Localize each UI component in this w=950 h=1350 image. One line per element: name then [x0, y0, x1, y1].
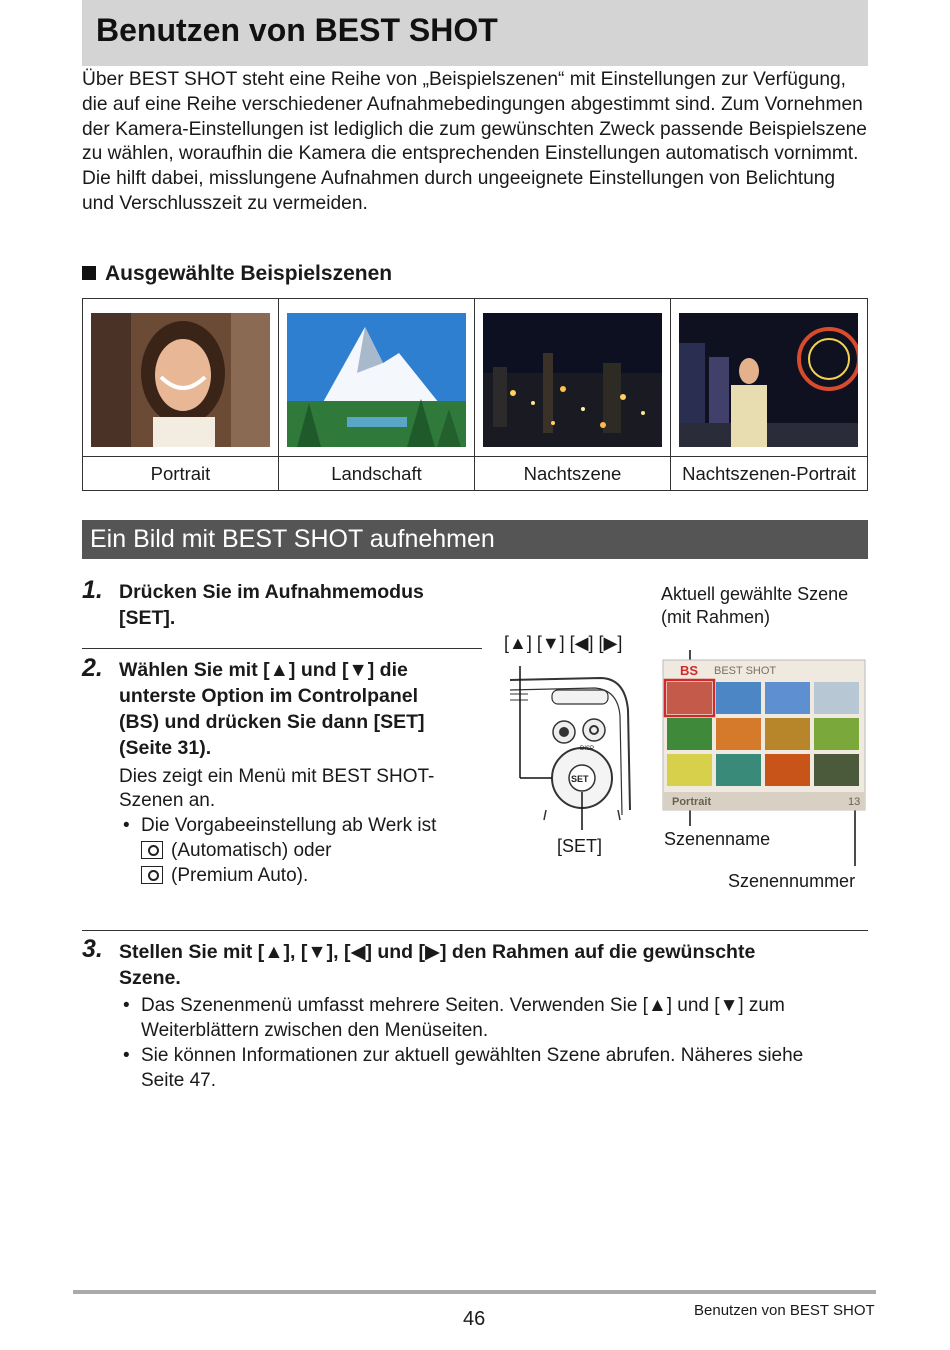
camera-set-text: SET	[571, 774, 589, 784]
scenes-heading	[82, 262, 392, 286]
page-title-bar	[82, 0, 868, 66]
scene-image-night-portrait	[671, 299, 867, 457]
night-scene-photo-icon	[483, 313, 662, 447]
camera-disp-text: DISP	[580, 746, 595, 752]
step-3-bullet-2-line-1: Sie können Informationen zur aktuell gewählten Szene abrufen. Näheres siehe	[141, 1045, 804, 1066]
camera-back-icon	[510, 678, 630, 820]
scene-image-landscape	[279, 299, 475, 457]
scene-image-portrait	[83, 299, 279, 457]
portrait-photo-icon	[91, 313, 270, 447]
step-3-bullet-1-line-1: Das Szenenmenü umfasst mehrere Seiten. Verwenden Sie [▲] und [▼] zum	[141, 995, 785, 1016]
best-shot-screen	[663, 660, 865, 810]
scenes-heading-text: Ausgewählte Beispielszenen	[105, 262, 393, 285]
current-scene-label-2: (mit Rahmen)	[661, 607, 771, 627]
step-2-desc-2: Szenen an.	[119, 790, 216, 811]
section-title: Ein Bild mit BEST SHOT aufnehmen	[90, 525, 495, 553]
step-2-bullet-line-2-row	[141, 839, 332, 864]
step-3-line-1: Stellen Sie mit [▲], [▼], [◀] und [▶] den Rahmen auf die gewünschte	[119, 941, 756, 963]
scene-number-label: Szenennummer	[728, 871, 856, 891]
step-2-number: 2.	[82, 654, 103, 682]
step-3-bullet-1: • Das Szenenmenü umfasst mehrere Seiten. Verwenden Sie [▲] und [▼] zum	[123, 995, 785, 1016]
camera-diagram	[500, 650, 880, 870]
step-2-line-4: (Seite 31).	[119, 737, 212, 759]
scene-label-night: Nachtszene	[475, 457, 671, 491]
step-3-bullet-2: • Sie können Informationen zur aktuell gewählten Szene abrufen. Näheres siehe	[123, 1045, 804, 1066]
step-divider	[82, 648, 482, 649]
section-divider	[82, 930, 868, 931]
step-3-bullet-2-line-2: Seite 47.	[141, 1070, 216, 1091]
night-portrait-photo-icon	[679, 313, 858, 447]
step-2-line-3: (BS) und drücken Sie dann [SET]	[119, 711, 425, 733]
intro-paragraph: Über BEST SHOT steht eine Reihe von „Beispielszenen“ mit Einstellungen zur Verfügung, die auf eine Reihe verschiedener Aufnahmebedingungen abgestimmt sind. Zum Vornehmen der Kamera-Einstellungen ist lediglich die zum gewünschten Zweck passende Beispielszene zu wählen, woraufhin die Kamera die entsprechenden Einstellungen automatisch vornimmt. Die hilft dabei, misslungene Aufnahmen durch ungeeignete Einstellungen von Belichtung und Verschlusszeit zu vermeiden.	[82, 69, 867, 214]
screen-title-text: BEST SHOT	[714, 665, 777, 677]
step-2-bullet-line-3: (Premium Auto).	[171, 865, 309, 886]
step-2-line-1: Wählen Sie mit [▲] und [▼] die	[119, 659, 408, 681]
step-1-line-2: [SET].	[119, 607, 176, 629]
scene-label-landscape: Landschaft	[279, 457, 475, 491]
screen-scene-number: 13	[848, 796, 861, 808]
screen-scene-name: Portrait	[672, 796, 712, 808]
step-1-line-1: Drücken Sie im Aufnahmemodus	[119, 581, 424, 603]
step-1-number: 1.	[82, 576, 103, 604]
step-2-desc-1: Dies zeigt ein Menü mit BEST SHOT-	[119, 766, 435, 787]
step-2-bullet-line-1: Die Vorgabeeinstellung ab Werk ist	[141, 815, 437, 836]
step-3-number: 3.	[82, 935, 103, 963]
step-2-line-2: unterste Option im Controlpanel	[119, 685, 419, 707]
step-3-bullet-1-line-2: Weiterblättern zwischen den Menüseiten.	[141, 1020, 489, 1041]
step-2-bullet-line-2: (Automatisch) oder	[171, 840, 332, 861]
landscape-photo-icon	[287, 313, 466, 447]
step-2-bullet-line-3-row	[141, 864, 308, 889]
page-number: 46	[463, 1308, 486, 1330]
screen-badge-text: BS	[680, 663, 699, 678]
step-3-line-2: Szene.	[119, 967, 181, 989]
premium-auto-icon	[141, 866, 163, 884]
scene-label-night-portrait: Nachtszenen-Portrait	[682, 463, 856, 484]
auto-mode-icon	[141, 841, 163, 859]
current-scene-label-1: Aktuell gewählte Szene	[661, 584, 849, 604]
footer-title: Benutzen von BEST SHOT	[694, 1302, 875, 1319]
set-label: [SET]	[557, 836, 603, 856]
section-bar	[82, 520, 868, 559]
page-title: Benutzen von BEST SHOT	[96, 12, 498, 48]
step-2-bullet: • Die Vorgabeeinstellung ab Werk ist	[123, 815, 437, 836]
scene-name-label: Szenenname	[664, 829, 771, 849]
scene-image-night	[475, 299, 671, 457]
arrows-label: [▲] [▼] [◀] [▶]	[504, 633, 623, 653]
square-bullet-icon	[82, 266, 96, 280]
scene-table	[82, 298, 868, 491]
footer-rule	[73, 1290, 876, 1294]
scene-label-portrait: Portrait	[83, 457, 279, 491]
